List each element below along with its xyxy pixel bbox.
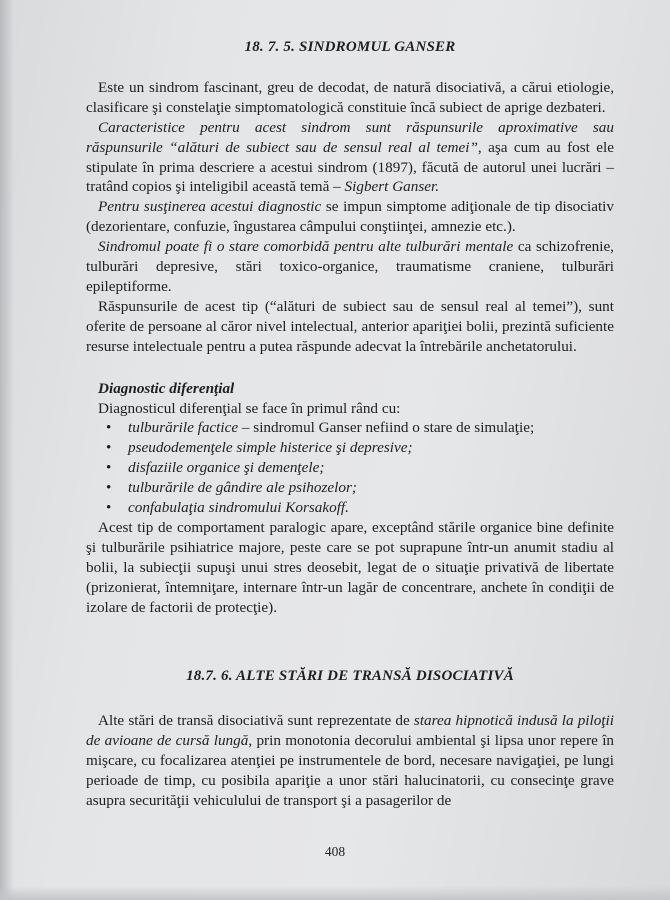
- list-item-emphasis: tulburările de gândire ale psihozelor;: [128, 479, 357, 497]
- list-item: [106, 418, 614, 438]
- trance-emphasis: starea hipnotică indusă la piloţii de avioane de cursă lungă: [86, 712, 614, 750]
- bullet-icon: •: [106, 419, 112, 437]
- author-name: Sigbert Ganser.: [344, 178, 440, 196]
- differential-diagnosis-list: [86, 418, 614, 518]
- list-item: [106, 458, 614, 478]
- characteristics-text: , aşa cum au fost ele stipulate în prima descriere a acestui sindrom (1897), făcută de autorul unei lucrări – tratând copios şi inteligibil această temă –: [86, 138, 614, 196]
- paragraph-comorbidity: [86, 237, 614, 297]
- list-item: [106, 438, 614, 458]
- section-title-ganser: 18. 7. 5. SINDROMUL GANSER: [244, 39, 456, 55]
- differential-diagnosis-intro: Diagnosticul diferenţial se face în primul rând cu:: [98, 399, 401, 417]
- section-title-trance-states: 18.7. 6. ALTE STĂRI DE TRANSĂ DISOCIATIVĂ: [186, 668, 514, 685]
- list-item: [106, 498, 614, 518]
- paragraph-responses: Răspunsurile de acest tip (“alături de subiect sau de sensul real al temei”), sunt oferite de persoane al căror nivel intelectual, anterior apariţiei bolii, prezintă suficiente resurse intelectuale pentru a putea răspunde adecvat la întrebările anchetatorului.: [86, 297, 614, 355]
- paragraph-characteristics: [86, 118, 614, 198]
- list-item: [106, 478, 614, 498]
- list-item-text: – sindromul Ganser nefiind o stare de simulaţie;: [238, 419, 535, 437]
- comorbidity-text: ca schizofrenie, tulburări depresive, stări toxico-organice, traumatisme craniene, tulburări epileptiforme.: [86, 238, 614, 295]
- paragraph-intro: Este un sindrom fascinant, greu de decodat, de natură disociativă, a cărui etiologie, clasificare şi constelaţie simptomatologică constituie încă subiect de aprige dezbateri.: [86, 78, 614, 116]
- paragraph-diagnosis-support: [86, 197, 614, 237]
- differential-diagnosis-heading: Diagnostic diferenţial: [98, 379, 235, 397]
- paragraph-trance-states: [86, 711, 614, 811]
- diagnosis-support-text: se impun simptome adiţionale de tip disociativ (dezorientare, confuzie, îngustarea câmpului conştiinţei, amnezie etc.).: [86, 198, 614, 236]
- trance-text: , prin monotonia decorului ambiental şi lipsa unor repere în mişcare, cu focalizarea atenţiei pe instrumentele de bord, necesare navigaţiei, pe lungi perioade de timp, cu posibila apariţie a unor stări halucinatorii, cu consecinţe grave asupra securităţii vehiculului de transport şi a pasagerilor de: [86, 732, 615, 809]
- list-item-emphasis: tulburările factice: [128, 419, 239, 437]
- page-content: [86, 38, 614, 811]
- page-number: 408: [324, 844, 346, 859]
- bullet-icon: •: [106, 499, 112, 517]
- bullet-icon: •: [106, 439, 112, 457]
- trance-text-start: Alte stări de transă disociativă sunt reprezentate de: [98, 712, 414, 730]
- paragraph-paralogic-behavior: Acest tip de comportament paralogic apare, exceptând stările organice bine definite şi tulburările psihiatrice majore, peste care se pot suprapune într-un anumit stadiu al bolii, la subiecţii supuşi unui stres deosebit, legat de o situaţie privativă de libertate (prizonierat, întemniţare, internare într-un lagăr de concentrare, anchete în condiţii de izolare de factorii de protecţie).: [86, 518, 614, 616]
- list-item-emphasis: confabulaţia sindromului Korsakoff.: [128, 499, 349, 517]
- bullet-icon: •: [106, 459, 112, 477]
- bullet-icon: •: [106, 479, 112, 497]
- list-item-emphasis: disfaziile organice şi demenţele;: [128, 459, 325, 477]
- list-item-emphasis: pseudodemenţele simple histerice şi depresive;: [128, 439, 413, 457]
- diagnosis-support-emphasis: Pentru susţinerea acestui diagnostic: [98, 198, 322, 216]
- page-bottom-shadow: [0, 886, 670, 900]
- page-edge-shadow: [0, 0, 14, 900]
- characteristics-emphasis: Caracteristice pentru acest sindrom sunt răspunsurile aproximative sau răspunsurile “alături de subiect sau de sensul real al temei”: [86, 118, 614, 156]
- comorbidity-emphasis: Sindromul poate fi o stare comorbidă pentru alte tulburări mentale: [98, 238, 514, 256]
